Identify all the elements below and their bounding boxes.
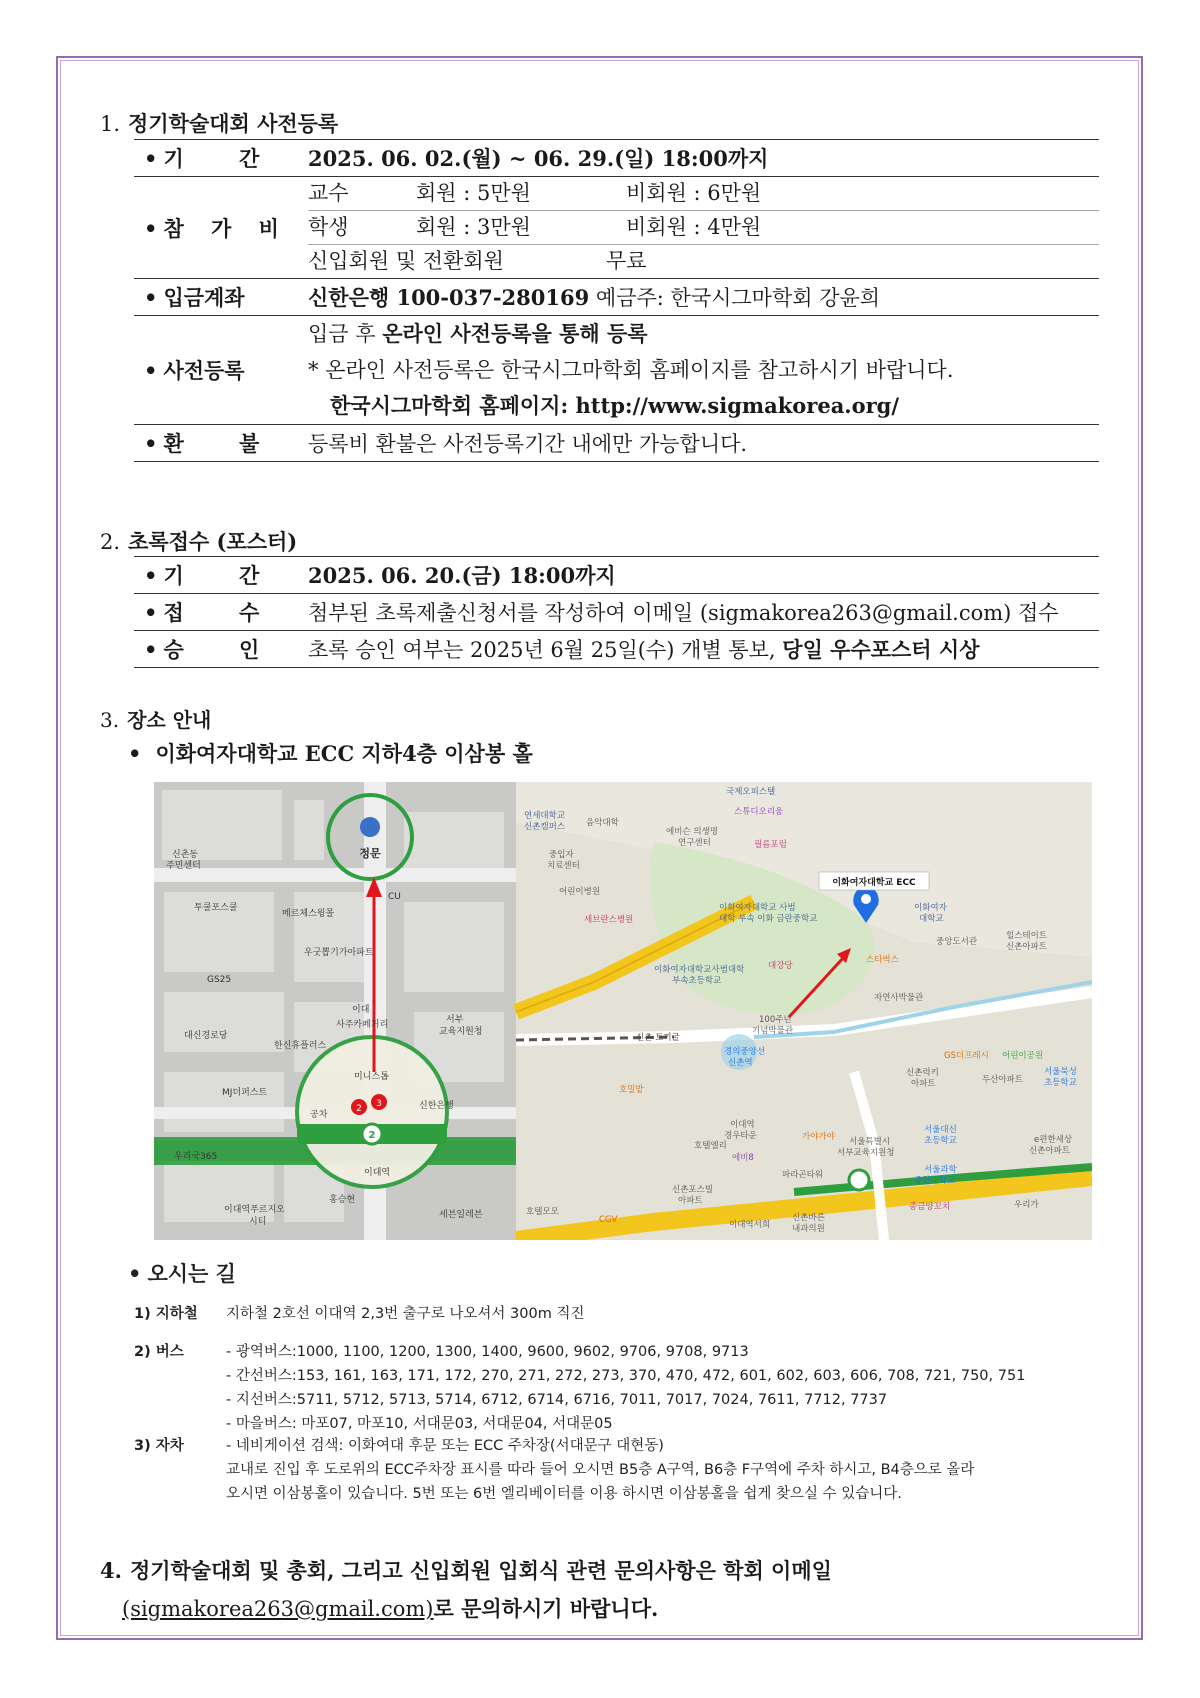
svg-text:음악대학: 음악대학 (586, 818, 619, 828)
svg-text:서부교육지원청: 서부교육지원청 (837, 1148, 895, 1158)
svg-text:대강당: 대강당 (768, 961, 793, 971)
svg-text:두산아파트: 두산아파트 (982, 1075, 1024, 1085)
svg-text:CU: CU (388, 892, 401, 902)
svg-text:우굿뽑기가아파트: 우굿뽑기가아파트 (304, 948, 374, 958)
svg-text:공차: 공차 (310, 1110, 328, 1120)
svg-text:이대: 이대 (352, 1005, 370, 1015)
abstract-period-label: 기 간 (163, 563, 284, 588)
registration-table (134, 139, 1099, 462)
svg-text:GS더프레시: GS더프레시 (944, 1051, 989, 1061)
svg-text:이대역: 이대역 (730, 1120, 755, 1130)
svg-text:스타벅스: 스타벅스 (866, 955, 899, 965)
contact-email-link[interactable]: (sigmakorea263@gmail.com) (122, 1597, 434, 1621)
svg-text:투쿨포스쿨: 투쿨포스쿨 (194, 903, 238, 913)
svg-text:신촌역: 신촌역 (728, 1058, 753, 1068)
svg-text:신촌포스빌: 신촌포스빌 (672, 1185, 714, 1195)
svg-text:초등학교: 초등학교 (924, 1136, 957, 1146)
svg-text:에비슨 의생명: 에비슨 의생명 (666, 827, 718, 837)
refund-value: 등록비 환불은 사전등록기간 내에만 가능합니다. (308, 432, 748, 456)
svg-text:서울특별시: 서울특별시 (849, 1137, 891, 1147)
svg-text:호밀밭: 호밀밭 (619, 1085, 644, 1095)
svg-text:세브란스병원: 세브란스병원 (584, 915, 634, 925)
section4-contact: 4. 정기학술대회 및 총회, 그리고 신입회원 입회식 관련 문의사항은 학회 이메일 (sigmakorea263@gmail.com)로 문의하시기 바랍니다. (100, 1558, 832, 1621)
fee-label: 참 가 비 (163, 215, 289, 241)
svg-text:신촌럭키: 신촌럭키 (906, 1068, 939, 1078)
directions-car: 3) 자차 - 네비게이션 검색: 이화여대 후문 또는 ECC 주차장(서대문구 대현동) 교내로 진입 후 도로위의 ECC주차장 표시를 따라 들어 오시면 B5층 A구역, B6층 F구역에 주차 하시고, B4층으로 올라 오시면 이삼봉홀이 있습니다. 5번 또는 6번 엘리베이터를 이용 하시면 이삼봉홀을 쉽게 찾으실 수 있습니다. (134, 1438, 975, 1502)
svg-text:아파트: 아파트 (911, 1079, 936, 1089)
svg-text:100주년: 100주년 (759, 1015, 792, 1025)
svg-text:신촌 토끼굴: 신촌 토끼굴 (636, 1033, 680, 1043)
approve-label: 승 인 (163, 637, 284, 662)
account-value: 신한은행 100-037-280169 예금주: 한국시그마학회 강윤희 (308, 285, 881, 310)
svg-text:주민센터: 주민센터 (166, 861, 201, 871)
refund-label: 환 불 (163, 431, 284, 456)
svg-text:부속초등학교: 부속초등학교 (672, 976, 722, 986)
svg-text:이대역푸르지오: 이대역푸르지오 (224, 1205, 285, 1215)
svg-text:파라곤타워: 파라곤타워 (782, 1170, 824, 1180)
svg-text:경우타운: 경우타운 (724, 1131, 757, 1141)
svg-text:대학 부속 이화 금란중학교: 대학 부속 이화 금란중학교 (719, 914, 818, 924)
approve-value: 초록 승인 여부는 2025년 6월 25일(수) 개별 통보, 당일 우수포스터 시상 (308, 637, 980, 662)
svg-text:에비8: 에비8 (732, 1153, 754, 1163)
svg-text:종금양꼬치: 종금양꼬치 (909, 1202, 951, 1212)
svg-text:세븐일레븐: 세븐일레븐 (439, 1210, 483, 1220)
svg-text:종합대학교: 종합대학교 (914, 1176, 956, 1186)
svg-text:신촌아파트: 신촌아파트 (1029, 1146, 1071, 1156)
account-row: • 입금계좌 신한은행 100-037-280169 예금주: 한국시그마학회 강윤희 (134, 279, 1099, 316)
venue: • 이화여자대학교 ECC 지하4층 이삼봉 홀 (128, 741, 533, 766)
svg-text:3: 3 (376, 1099, 382, 1109)
svg-text:e편한세상: e편한세상 (1034, 1135, 1073, 1145)
svg-text:스튜디오리움: 스튜디오리움 (734, 807, 784, 817)
svg-text:신촌캠퍼스: 신촌캠퍼스 (524, 822, 566, 832)
svg-text:메르체스윙몰: 메르체스윙몰 (282, 909, 335, 919)
directions-bus: 2) 버스 - 광역버스:1000, 1100, 1200, 1300, 1400, 9600, 9602, 9706, 9708, 9713 - 간선버스:153, 161, 163, 171, 172, 270, 271, 272, 273, 370, 470, 472, 601, 602, 603, 606, 708, 721, 750, 751 - 지선버스:5711, 5712, 5713, 5714, 6712, 6714, 6716, 7011, 7017, 7024, 7611, 7712, 7737 - 마을버스: 마포07, 마포10, 서대문03, 서대문04, 서대문05 (134, 1344, 1026, 1432)
svg-text:자연사박물관: 자연사박물관 (874, 993, 924, 1003)
svg-text:홍승현: 홍승현 (329, 1195, 356, 1205)
svg-text:교육지원청: 교육지원청 (439, 1027, 483, 1037)
svg-text:중앙도서관: 중앙도서관 (936, 937, 978, 947)
directions-title: • 오시는 길 (128, 1261, 236, 1286)
period-row: • 기 간 2025. 06. 02.(월) ~ 06. 29.(일) 18:00까지 (134, 140, 1099, 177)
directions-section (128, 1258, 1114, 1506)
submit-label: 접 수 (163, 600, 284, 625)
svg-text:CGV: CGV (599, 1215, 618, 1225)
directions-subway: 1) 지하철 지하철 2호선 이대역 2,3번 출구로 나오셔서 300m 직진 (134, 1306, 585, 1322)
prereg-row: • 사전등록 입금 후 온라인 사전등록을 통해 등록 * 온라인 사전등록은 한국시그마학회 홈페이지를 참고하시기 바랍니다. 한국시그마학회 홈페이지: http://www.sigmakorea.org/ (134, 316, 1099, 425)
svg-text:우리가: 우리가 (1014, 1200, 1039, 1210)
svg-text:우리국365: 우리국365 (174, 1152, 218, 1162)
svg-text:이화여자대학교 사범: 이화여자대학교 사범 (719, 903, 796, 913)
section2-title: 2. 초록접수 (포스터) (100, 529, 298, 554)
svg-text:중입자: 중입자 (549, 850, 574, 860)
svg-text:신촌동: 신촌동 (172, 850, 199, 860)
svg-text:초등학교: 초등학교 (1044, 1078, 1077, 1088)
homepage-link[interactable]: 한국시그마학회 홈페이지: http://www.sigmakorea.org/ (330, 393, 900, 418)
svg-text:이대역서희: 이대역서희 (729, 1220, 771, 1230)
svg-text:연세대학교: 연세대학교 (524, 811, 566, 821)
abstract-period-value: 2025. 06. 20.(금) 18:00까지 (308, 563, 616, 588)
svg-text:사주카페거리: 사주카페거리 (336, 1020, 389, 1030)
svg-text:이대역: 이대역 (364, 1168, 391, 1178)
svg-text:신촌아파트: 신촌아파트 (1006, 942, 1048, 952)
account-label: 입금계좌 (163, 285, 245, 310)
abstract-table (134, 556, 1099, 668)
location-map (154, 782, 1092, 1240)
svg-text:시티: 시티 (249, 1217, 267, 1227)
fee-new-members: 신입회원 및 전환회원 무료 (308, 249, 647, 273)
svg-text:GS25: GS25 (207, 975, 232, 985)
svg-text:서부: 서부 (446, 1015, 464, 1025)
section3-title: 3. 장소 안내 (100, 708, 212, 732)
svg-text:호텔모모: 호텔모모 (526, 1207, 559, 1217)
svg-text:대학교: 대학교 (919, 914, 944, 924)
section1-title: 1. 정기학술대회 사전등록 (100, 111, 339, 136)
svg-text:어린이병원: 어린이병원 (559, 887, 601, 897)
svg-text:가야가야: 가야가야 (802, 1132, 835, 1142)
svg-text:대신경로당: 대신경로당 (184, 1031, 228, 1041)
left-map (154, 782, 516, 1240)
svg-text:국제오피스텔: 국제오피스텔 (726, 787, 776, 797)
period-value: 2025. 06. 02.(월) ~ 06. 29.(일) 18:00까지 (308, 146, 769, 171)
approve-row: • 승 인 초록 승인 여부는 2025년 6월 25일(수) 개별 통보, 당일 우수포스터 시상 (134, 631, 1099, 668)
svg-text:어린이공원: 어린이공원 (1002, 1051, 1044, 1061)
svg-text:필름포럼: 필름포럼 (754, 840, 787, 850)
abstract-period-row: • 기 간 2025. 06. 20.(금) 18:00까지 (134, 557, 1099, 594)
period-label: 기 간 (163, 146, 284, 171)
svg-text:기념박물관: 기념박물관 (752, 1026, 794, 1036)
right-map (516, 782, 1092, 1240)
prereg-line1: 입금 후 온라인 사전등록을 통해 등록 (308, 321, 648, 346)
fee-professor: 교수 회원 : 5만원 비회원 : 6만원 (308, 177, 1099, 211)
svg-text:서울북성: 서울북성 (1044, 1067, 1077, 1077)
svg-text:미니스톱: 미니스톱 (354, 1072, 389, 1082)
prereg-label: 사전등록 (163, 358, 245, 383)
svg-text:아파트: 아파트 (678, 1196, 703, 1206)
svg-text:서울대신: 서울대신 (924, 1125, 957, 1135)
svg-text:연구센터: 연구센터 (678, 838, 711, 848)
fee-student: 학생 회원 : 3만원 비회원 : 4만원 (308, 211, 1099, 245)
svg-text:치료센터: 치료센터 (547, 861, 580, 871)
submit-value: 첨부된 초록제출신청서를 작성하여 이메일 (sigmakorea263@gmail.com) 접수 (308, 601, 1059, 625)
svg-text:2: 2 (368, 1130, 376, 1141)
refund-row: • 환 불 등록비 환불은 사전등록기간 내에만 가능합니다. (134, 425, 1099, 462)
svg-text:경의중앙선: 경의중앙선 (724, 1047, 766, 1057)
svg-text:서울과학: 서울과학 (924, 1165, 957, 1175)
svg-text:호텔엘리: 호텔엘리 (694, 1141, 727, 1151)
fee-row: • 참 가 비 교수 회원 : 5만원 비회원 : 6만원 학생 회원 : 3만원 비회원 : 4만원 신입회원 및 전환회원 무료 (134, 177, 1099, 279)
submit-row: • 접 수 첨부된 초록제출신청서를 작성하여 이메일 (sigmakorea263@gmail.com) 접수 (134, 594, 1099, 631)
prereg-line2: * 온라인 사전등록은 한국시그마학회 홈페이지를 참고하시기 바랍니다. (308, 358, 954, 382)
svg-text:한신휴플러스: 한신휴플러스 (274, 1041, 327, 1051)
svg-text:내과의원: 내과의원 (792, 1224, 825, 1234)
svg-text:신한은행: 신한은행 (419, 1101, 454, 1111)
svg-text:이화여자대학교 ECC: 이화여자대학교 ECC (832, 878, 916, 888)
svg-text:2: 2 (356, 1104, 362, 1114)
svg-text:정문: 정문 (359, 847, 381, 860)
svg-text:이화여자: 이화여자 (914, 903, 947, 913)
svg-text:MJ더퍼스트: MJ더퍼스트 (222, 1088, 268, 1098)
svg-text:신촌바른: 신촌바른 (792, 1213, 825, 1223)
svg-text:힐스테이트: 힐스테이트 (1006, 931, 1048, 941)
svg-text:이화여자대학교사범대학: 이화여자대학교사범대학 (654, 965, 745, 975)
